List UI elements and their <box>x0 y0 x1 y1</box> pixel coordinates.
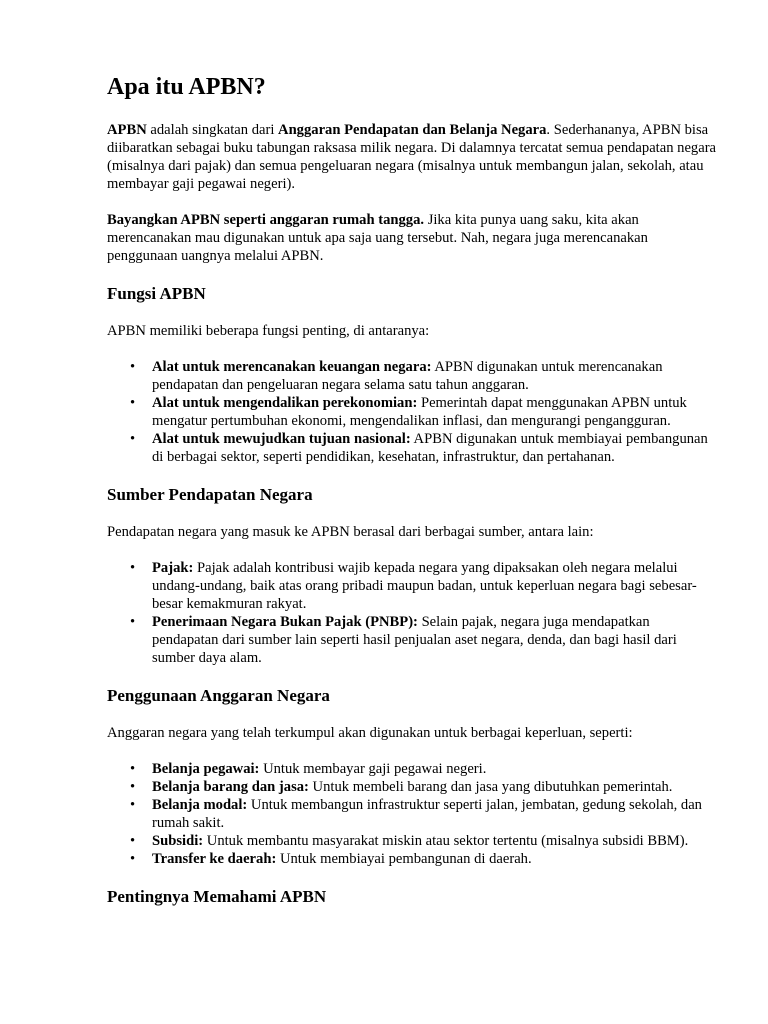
list-item-text: Untuk membeli barang dan jasa yang dibutuhkan pemerintah. <box>308 779 673 795</box>
list-item <box>130 796 717 832</box>
list-item-term: Alat untuk mewujudkan tujuan nasional: <box>152 431 411 447</box>
bullet-icon: • <box>130 797 136 813</box>
list-item-text: APBN digunakan untuk membiayai pembangunan di berbagai sektor, seperti pendidikan, kesehatan, infrastruktur, dan pertahanan. <box>152 431 708 465</box>
bullet-icon: • <box>130 851 136 867</box>
page-title: Apa itu APBN? <box>107 74 266 100</box>
list-item-text: Selain pajak, negara juga mendapatkan pendapatan dari sumber lain seperti hasil penjualan aset negara, denda, dan bagi hasil dari sumber daya alam. <box>152 614 677 666</box>
list-item-term: Subsidi: <box>152 833 204 849</box>
penggunaan-list <box>107 760 717 868</box>
fungsi-lead: APBN memiliki beberapa fungsi penting, di antaranya: <box>107 323 430 339</box>
list-item-term: Alat untuk mengendalikan perekonomian: <box>152 395 418 411</box>
list-item-text: Untuk membiayai pembangunan di daerah. <box>276 851 532 867</box>
list-item-term: Belanja barang dan jasa: <box>152 779 309 795</box>
fungsi-list <box>107 358 717 466</box>
sumber-lead: Pendapatan negara yang masuk ke APBN berasal dari berbagai sumber, antara lain: <box>107 524 594 540</box>
list-item <box>130 613 717 667</box>
list-item-text: Untuk membantu masyarakat miskin atau sektor tertentu (misalnya subsidi BBM). <box>203 833 689 849</box>
list-item-text: Untuk membangun infrastruktur seperti jalan, jembatan, gedung sekolah, dan rumah sakit. <box>152 797 702 831</box>
bullet-icon: • <box>130 560 136 576</box>
bullet-icon: • <box>130 431 136 447</box>
intro-analogy-text: Jika kita punya uang saku, kita akan merencanakan mau digunakan untuk apa saja uang tersebut. Nah, negara juga merencanakan penggunaan uangnya melalui APBN. <box>107 212 648 264</box>
list-item-term: Belanja pegawai: <box>152 761 260 777</box>
bullet-icon: • <box>130 395 136 411</box>
intro-analogy-bold: Bayangkan APBN seperti anggaran rumah tangga. <box>107 212 425 228</box>
heading-pentingnya: Pentingnya Memahami APBN <box>107 887 327 906</box>
list-item-text: Pemerintah dapat menggunakan APBN untuk mengatur pertumbuhan ekonomi, mengendalikan inflasi, dan mengurangi pengangguran. <box>152 395 687 429</box>
bullet-icon: • <box>130 359 136 375</box>
list-item-text: APBN digunakan untuk merencanakan pendapatan dan pengeluaran negara selama satu tahun anggaran. <box>152 359 663 393</box>
list-item <box>130 394 717 430</box>
intro-paragraph-1 <box>107 121 717 193</box>
intro-text-2: . Sederhananya, APBN bisa diibaratkan sebagai buku tabungan raksasa milik negara. Di dalamnya tercatat semua pendapatan negara (misalnya dari pajak) dan semua pengeluaran negara (misalnya untuk membangun jalan, sekolah, atau membayar gaji pegawai negeri). <box>107 122 717 192</box>
heading-penggunaan: Penggunaan Anggaran Negara <box>107 686 330 705</box>
intro-text-1: adalah singkatan dari <box>146 122 279 138</box>
list-item-term: Transfer ke daerah: <box>152 851 277 867</box>
list-item-term: Penerimaan Negara Bukan Pajak (PNBP): <box>152 614 418 630</box>
list-item <box>130 778 717 796</box>
bullet-icon: • <box>130 833 136 849</box>
list-item <box>130 850 717 868</box>
bullet-icon: • <box>130 614 136 630</box>
list-item-text: Untuk membayar gaji pegawai negeri. <box>259 761 487 777</box>
document-body <box>107 72 717 925</box>
bullet-icon: • <box>130 761 136 777</box>
list-item-term: Alat untuk merencanakan keuangan negara: <box>152 359 432 375</box>
list-item <box>130 430 717 466</box>
list-item <box>130 832 717 850</box>
penggunaan-lead: Anggaran negara yang telah terkumpul akan digunakan untuk berbagai keperluan, seperti: <box>107 725 633 741</box>
intro-term-apbn: APBN <box>107 122 147 138</box>
list-item-term: Pajak: <box>152 560 194 576</box>
bullet-icon: • <box>130 779 136 795</box>
intro-term-full: Anggaran Pendapatan dan Belanja Negara <box>278 122 547 138</box>
intro-paragraph-2 <box>107 211 717 265</box>
list-item <box>130 760 717 778</box>
list-item <box>130 358 717 394</box>
heading-sumber: Sumber Pendapatan Negara <box>107 485 313 504</box>
list-item-term: Belanja modal: <box>152 797 248 813</box>
sumber-list <box>107 559 717 667</box>
list-item-text: Pajak adalah kontribusi wajib kepada negara yang dipaksakan oleh negara melalui undang-undang, baik atas orang pribadi maupun badan, untuk keperluan negara bagi sebesar-besar kemakmuran rakyat. <box>152 560 697 612</box>
list-item <box>130 559 717 613</box>
heading-fungsi: Fungsi APBN <box>107 284 206 303</box>
